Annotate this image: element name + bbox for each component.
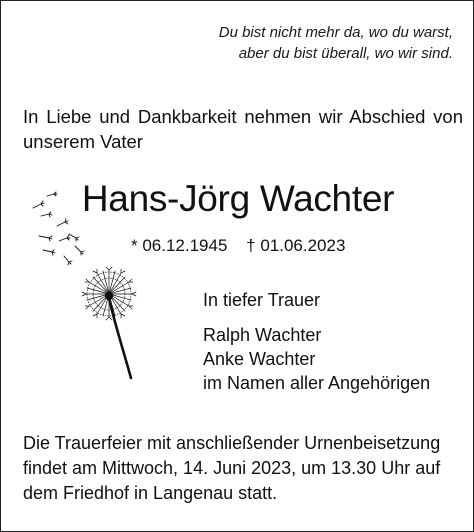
funeral-info <box>23 431 463 506</box>
mourner-name: im Namen aller Angehörigen <box>203 373 431 393</box>
death-date: † 01.06.2023 <box>246 236 346 255</box>
mourners-heading: In tiefer Trauer <box>203 290 321 310</box>
memorial-quote <box>219 22 453 64</box>
funeral-line-2: findet am Mittwoch, 14. Juni 2023, um 13.30 Uhr auf <box>23 458 441 478</box>
mourner-name: Ralph Wachter <box>203 325 322 345</box>
intro-text: In Liebe und Dankbarkeit nehmen wir Abschied von unserem Vater <box>23 106 463 152</box>
dandelion-icon <box>19 186 149 386</box>
quote-line-2: aber du bist überall, wo wir sind. <box>238 45 453 62</box>
funeral-line-1: Die Trauerfeier mit anschließender Urnenbeisetzung <box>23 433 441 453</box>
deceased-name: Hans-Jörg Wachter <box>81 178 395 219</box>
quote-line-1: Du bist nicht mehr da, wo du warst, <box>218 24 453 41</box>
birth-date: * 06.12.1945 <box>131 236 228 255</box>
funeral-line-3: dem Friedhof in Langenau statt. <box>23 483 278 503</box>
mourner-name: Anke Wachter <box>203 349 316 369</box>
life-dates <box>131 235 345 257</box>
mourners-block <box>203 288 430 395</box>
